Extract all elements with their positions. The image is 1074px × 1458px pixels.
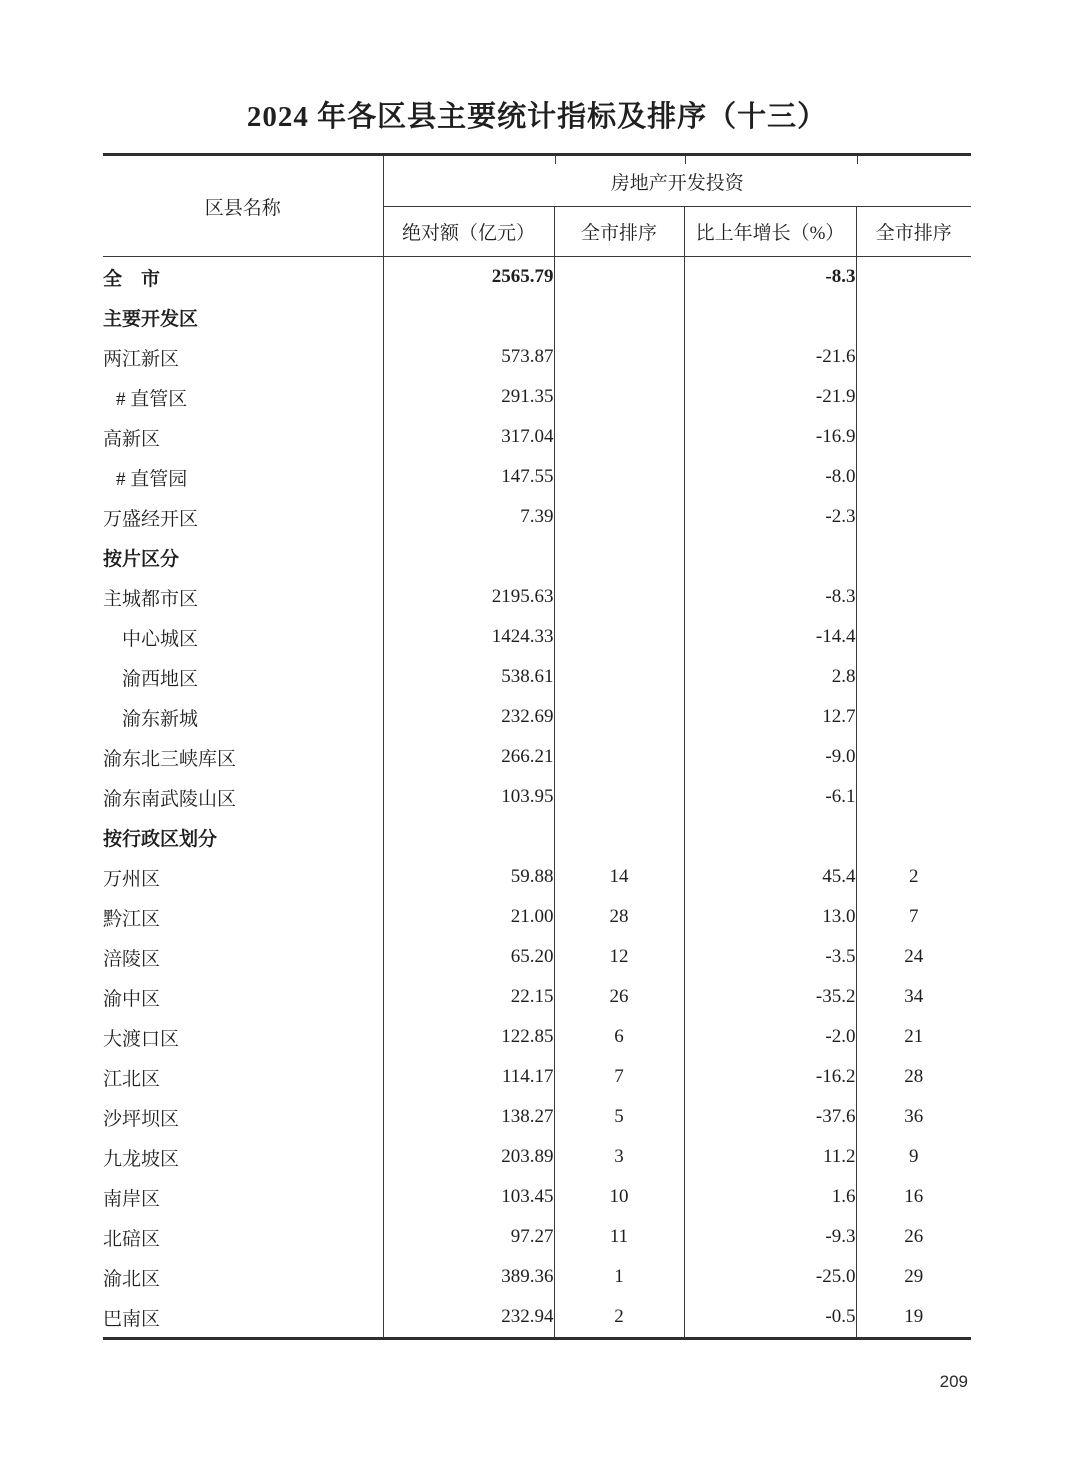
- cell-absolute-amount: [383, 817, 554, 857]
- table-row: [103, 737, 971, 777]
- cell-rank-growth: [856, 377, 971, 417]
- table-row: [103, 417, 971, 457]
- cell-rank-growth: [856, 537, 971, 577]
- cell-region-name: 按行政区划分: [103, 817, 383, 857]
- cell-rank-growth: 19: [904, 1306, 924, 1327]
- cell-rank-absolute: 11: [554, 1217, 684, 1257]
- cell-absolute-amount: 147.55: [383, 457, 554, 497]
- cell-rank-absolute: [554, 777, 684, 817]
- header-row-group: [103, 155, 971, 207]
- cell-growth-rate: -8.3: [684, 577, 856, 617]
- header-absolute-amount: 绝对额（亿元）: [383, 207, 554, 257]
- cell-region-name: 渝东新城: [103, 697, 383, 737]
- cell-rank-growth: [856, 617, 971, 657]
- cell-growth-rate: 2.8: [684, 657, 856, 697]
- cell-rank-growth: [856, 657, 971, 697]
- table-row: [103, 497, 971, 537]
- cell-rank-absolute: [554, 577, 684, 617]
- cell-rank-growth: [856, 737, 971, 777]
- header-city-rank-abs: 全市排序: [554, 207, 684, 257]
- cell-growth-rate: -6.1: [684, 777, 856, 817]
- cell-rank-absolute: [554, 657, 684, 697]
- cell-absolute-amount: 538.61: [383, 657, 554, 697]
- column-rule-stub: [555, 156, 556, 164]
- cell-growth-rate: 1.6: [684, 1177, 856, 1217]
- cell-region-name: 黔江区: [103, 897, 383, 937]
- cell-rank-growth: [856, 697, 971, 737]
- cell-region-name: 大渡口区: [103, 1017, 383, 1057]
- cell-rank-absolute: 5: [554, 1097, 684, 1137]
- cell-region-name: 渝西地区: [103, 657, 383, 697]
- cell-region-name: 南岸区: [103, 1177, 383, 1217]
- cell-rank-absolute: 2: [554, 1297, 684, 1339]
- cell-rank-growth: [856, 777, 971, 817]
- table-row: [103, 937, 971, 977]
- cell-growth-rate: -14.4: [684, 617, 856, 657]
- table-row: [103, 817, 971, 857]
- cell-rank-absolute: [554, 497, 684, 537]
- table-row: [103, 897, 971, 937]
- cell-rank-absolute: 26: [554, 977, 684, 1017]
- table-row: [103, 257, 971, 298]
- cell-rank-absolute: 6: [554, 1017, 684, 1057]
- cell-growth-rate: -8.3: [684, 257, 856, 298]
- cell-rank-absolute: 28: [554, 897, 684, 937]
- cell-growth-rate: -2.3: [684, 497, 856, 537]
- page-title: 2024 年各区县主要统计指标及排序（十三）: [246, 101, 828, 133]
- cell-rank-absolute: 10: [554, 1177, 684, 1217]
- cell-absolute-amount: 122.85: [383, 1017, 554, 1057]
- cell-growth-rate: [684, 537, 856, 577]
- cell-absolute-amount: 59.88: [383, 857, 554, 897]
- cell-region-name: 涪陵区: [103, 937, 383, 977]
- cell-rank-growth: 24: [904, 946, 924, 967]
- cell-rank-absolute: [554, 457, 684, 497]
- cell-growth-rate: 45.4: [684, 857, 856, 897]
- cell-region-name: 两江新区: [103, 337, 383, 377]
- cell-absolute-amount: 1424.33: [383, 617, 554, 657]
- cell-absolute-amount: 97.27: [383, 1217, 554, 1257]
- cell-absolute-amount: 573.87: [383, 337, 554, 377]
- cell-region-name: 九龙坡区: [103, 1137, 383, 1177]
- cell-growth-rate: 13.0: [684, 897, 856, 937]
- cell-absolute-amount: 2195.63: [383, 577, 554, 617]
- cell-rank-growth: 26: [904, 1226, 924, 1247]
- statistics-table-container: [103, 153, 971, 1340]
- cell-rank-growth: [856, 817, 971, 857]
- cell-absolute-amount: 65.20: [383, 937, 554, 977]
- statistics-table: [103, 153, 971, 1340]
- cell-region-name: 全 市: [103, 257, 383, 298]
- table-row: [103, 1177, 971, 1217]
- table-row: [103, 657, 971, 697]
- cell-growth-rate: -21.9: [684, 377, 856, 417]
- cell-rank-growth: [856, 577, 971, 617]
- cell-absolute-amount: 232.69: [383, 697, 554, 737]
- header-growth-rate: 比上年增长（%）: [684, 207, 856, 257]
- table-row: [103, 1137, 971, 1177]
- cell-region-name: 主城都市区: [103, 577, 383, 617]
- cell-region-name: 北碚区: [103, 1217, 383, 1257]
- cell-rank-absolute: 12: [554, 937, 684, 977]
- cell-growth-rate: -16.9: [684, 417, 856, 457]
- cell-absolute-amount: 266.21: [383, 737, 554, 777]
- cell-rank-growth: 2: [909, 866, 919, 887]
- page-number: 209: [939, 1372, 968, 1391]
- table-row: [103, 977, 971, 1017]
- table-row: [103, 337, 971, 377]
- cell-rank-absolute: [554, 817, 684, 857]
- table-row: [103, 537, 971, 577]
- cell-growth-rate: -16.2: [684, 1057, 856, 1097]
- cell-rank-growth: 29: [904, 1266, 924, 1287]
- header-group-real-estate-investment: [383, 155, 971, 207]
- table-row: [103, 1257, 971, 1297]
- column-rule-stub: [685, 156, 686, 164]
- cell-growth-rate: -3.5: [684, 937, 856, 977]
- cell-growth-rate: -2.0: [684, 1017, 856, 1057]
- cell-rank-growth: 28: [904, 1066, 924, 1087]
- cell-absolute-amount: 2565.79: [383, 257, 554, 298]
- table-row: [103, 1097, 971, 1137]
- table-row: [103, 777, 971, 817]
- table-row: [103, 857, 971, 897]
- cell-rank-absolute: [554, 617, 684, 657]
- cell-growth-rate: -21.6: [684, 337, 856, 377]
- cell-region-name: 巴南区: [103, 1297, 383, 1339]
- cell-rank-growth: [856, 457, 971, 497]
- table-row: [103, 1217, 971, 1257]
- cell-growth-rate: -25.0: [684, 1257, 856, 1297]
- cell-rank-absolute: [554, 257, 684, 298]
- cell-absolute-amount: 138.27: [383, 1097, 554, 1137]
- cell-absolute-amount: 114.17: [383, 1057, 554, 1097]
- table-row: [103, 1057, 971, 1097]
- cell-rank-growth: [856, 497, 971, 537]
- cell-growth-rate: -35.2: [684, 977, 856, 1017]
- cell-region-name: # 直管区: [103, 377, 383, 417]
- cell-absolute-amount: 103.45: [383, 1177, 554, 1217]
- cell-absolute-amount: 7.39: [383, 497, 554, 537]
- cell-rank-growth: 34: [904, 986, 924, 1007]
- cell-absolute-amount: 21.00: [383, 897, 554, 937]
- cell-growth-rate: [684, 817, 856, 857]
- cell-region-name: 中心城区: [103, 617, 383, 657]
- cell-region-name: 渝东北三峡库区: [103, 737, 383, 777]
- table-body: [103, 257, 971, 1339]
- cell-absolute-amount: 389.36: [383, 1257, 554, 1297]
- cell-rank-growth: [856, 337, 971, 377]
- header-group-inner: [384, 156, 972, 206]
- table-row: [103, 297, 971, 337]
- cell-rank-absolute: [554, 297, 684, 337]
- cell-growth-rate: -37.6: [684, 1097, 856, 1137]
- header-city-rank-growth: 全市排序: [856, 207, 971, 257]
- cell-rank-growth: [856, 417, 971, 457]
- table-row: [103, 377, 971, 417]
- cell-region-name: 渝东南武陵山区: [103, 777, 383, 817]
- cell-growth-rate: [684, 297, 856, 337]
- cell-region-name: 渝中区: [103, 977, 383, 1017]
- cell-absolute-amount: 291.35: [383, 377, 554, 417]
- header-region-name: 区县名称: [103, 155, 383, 257]
- cell-region-name: # 直管园: [103, 457, 383, 497]
- cell-rank-growth: [856, 297, 971, 337]
- cell-growth-rate: -0.5: [684, 1297, 856, 1339]
- cell-region-name: 按片区分: [103, 537, 383, 577]
- cell-growth-rate: 12.7: [684, 697, 856, 737]
- table-row: [103, 577, 971, 617]
- cell-region-name: 渝北区: [103, 1257, 383, 1297]
- cell-growth-rate: -9.3: [684, 1217, 856, 1257]
- cell-growth-rate: -8.0: [684, 457, 856, 497]
- cell-region-name: 万州区: [103, 857, 383, 897]
- cell-rank-absolute: [554, 537, 684, 577]
- table-row: [103, 697, 971, 737]
- cell-rank-absolute: 1: [554, 1257, 684, 1297]
- cell-rank-absolute: [554, 697, 684, 737]
- cell-absolute-amount: 232.94: [383, 1297, 554, 1339]
- cell-absolute-amount: [383, 297, 554, 337]
- cell-rank-absolute: 14: [554, 857, 684, 897]
- table-header: [103, 155, 971, 257]
- cell-rank-absolute: 7: [554, 1057, 684, 1097]
- cell-rank-growth: 21: [904, 1026, 924, 1047]
- table-row: [103, 617, 971, 657]
- cell-rank-growth: 36: [904, 1106, 924, 1127]
- cell-region-name: 江北区: [103, 1057, 383, 1097]
- cell-absolute-amount: 22.15: [383, 977, 554, 1017]
- cell-region-name: 主要开发区: [103, 297, 383, 337]
- cell-absolute-amount: [383, 537, 554, 577]
- cell-rank-absolute: [554, 337, 684, 377]
- cell-rank-growth: 16: [904, 1186, 924, 1207]
- cell-absolute-amount: 203.89: [383, 1137, 554, 1177]
- cell-rank-absolute: [554, 417, 684, 457]
- cell-growth-rate: -9.0: [684, 737, 856, 777]
- table-row: [103, 1297, 971, 1339]
- cell-rank-growth: 9: [909, 1146, 919, 1167]
- cell-region-name: 沙坪坝区: [103, 1097, 383, 1137]
- cell-rank-absolute: [554, 737, 684, 777]
- cell-region-name: 高新区: [103, 417, 383, 457]
- cell-absolute-amount: 103.95: [383, 777, 554, 817]
- table-row: [103, 1017, 971, 1057]
- cell-rank-growth: [856, 257, 971, 298]
- table-row: [103, 457, 971, 497]
- cell-region-name: 万盛经开区: [103, 497, 383, 537]
- cell-absolute-amount: 317.04: [383, 417, 554, 457]
- cell-rank-absolute: 3: [554, 1137, 684, 1177]
- cell-rank-growth: 7: [909, 906, 919, 927]
- cell-rank-absolute: [554, 377, 684, 417]
- cell-growth-rate: 11.2: [684, 1137, 856, 1177]
- column-rule-stub: [857, 156, 858, 164]
- header-group-label: 房地产开发投资: [610, 172, 744, 194]
